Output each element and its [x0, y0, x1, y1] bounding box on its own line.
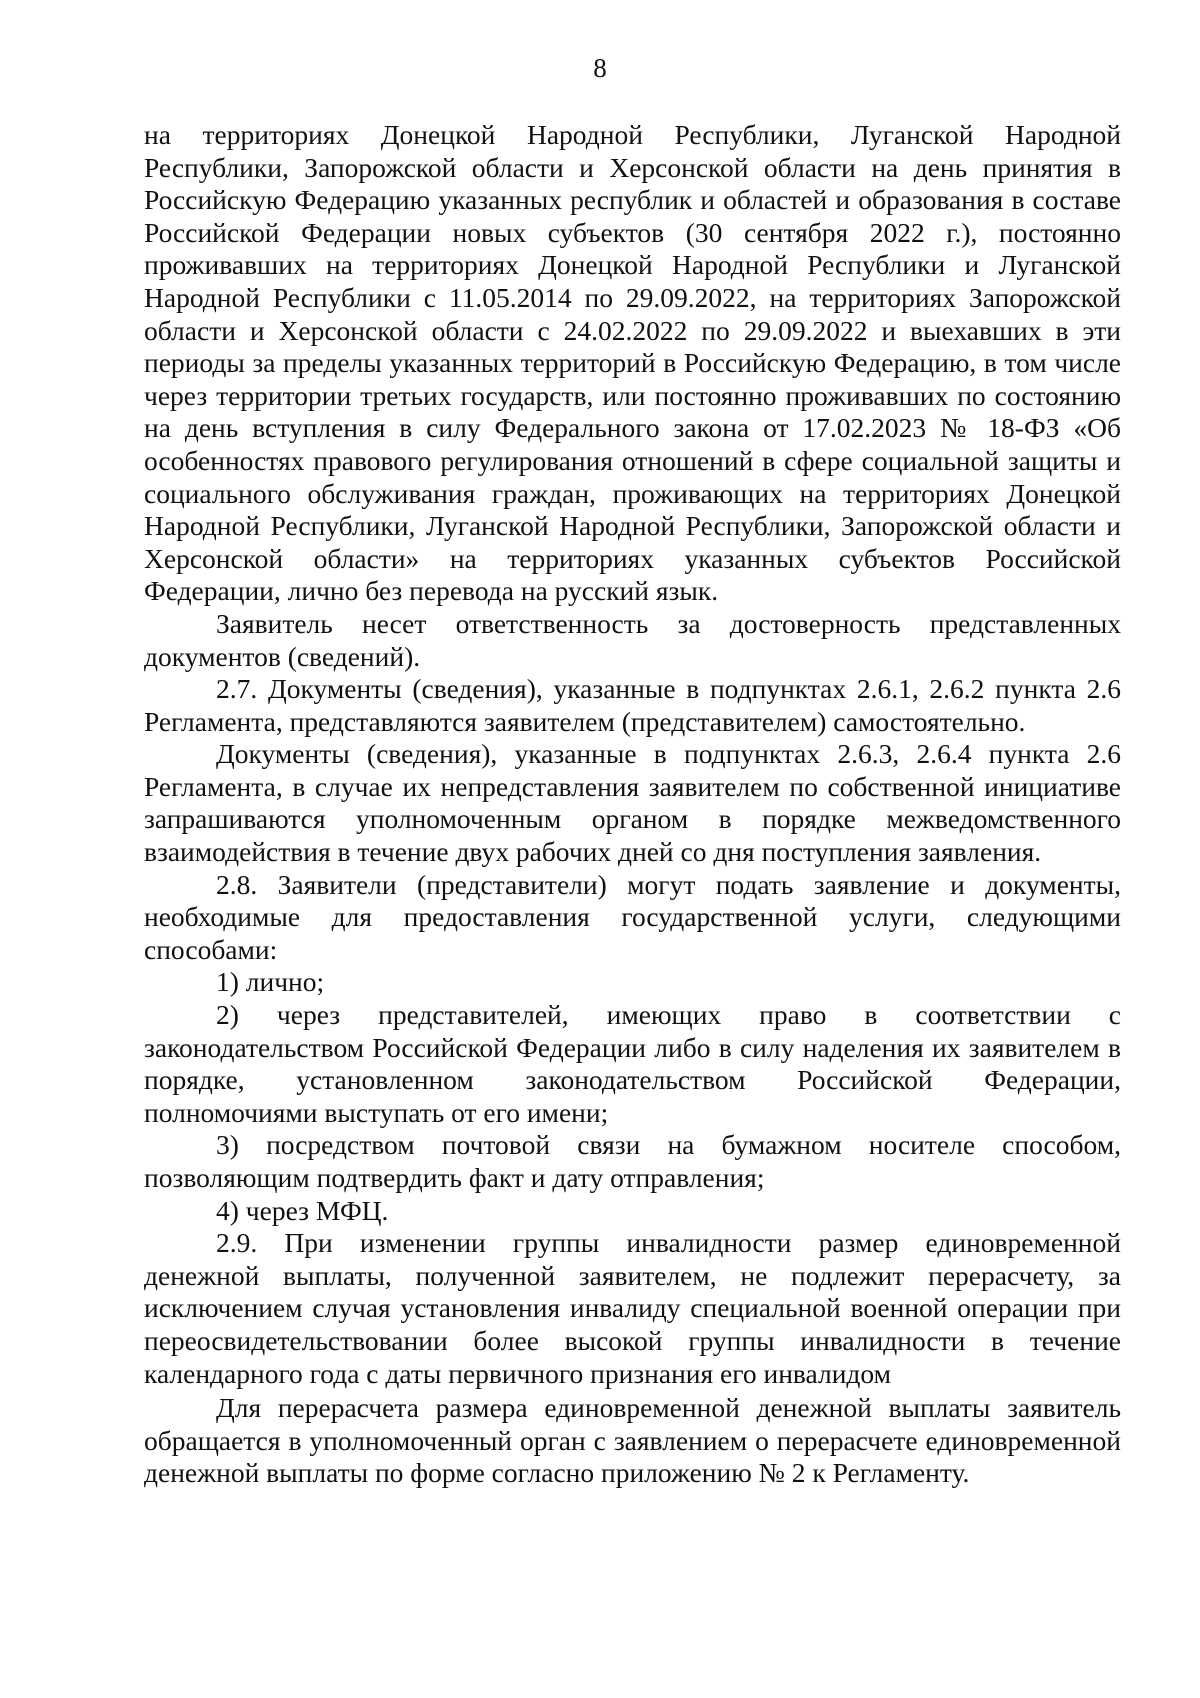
paragraph-documents-request: Документы (сведения), указанные в подпунктах 2.6.3, 2.6.4 пункта 2.6 Регламента, в случае их непредставления заявителем по собственной инициативе запрашиваются уполномоченным органом в порядке межведомственного взаимодействия в течение двух рабочих дней со дня поступления заявления.	[144, 738, 1121, 868]
list-item-4: 4) через МФЦ.	[216, 1194, 389, 1226]
paragraph-responsibility: Заявитель несет ответственность за достоверность представленных документов (сведений).	[144, 607, 1121, 672]
paragraph-2-9: 2.9. При изменении группы инвалидности размер единовременной денежной выплаты, полученной заявителем, не подлежит перерасчету, за исключением случая установления инвалиду специальной военной операции при переосвидетельствовании более высокой группы инвалидности в течение календарного года с даты первичного признания его инвалидом	[144, 1227, 1121, 1389]
paragraph-2-7: 2.7. Документы (сведения), указанные в подпунктах 2.6.1, 2.6.2 пункта 2.6 Регламента, представляются заявителем (представителем) самостоятельно.	[144, 673, 1121, 737]
paragraph-2-8: 2.8. Заявители (представители) могут подать заявление и документы, необходимые для предоставления государственной услуги, следующими способами:	[144, 868, 1121, 965]
page-number: 8	[593, 53, 607, 83]
list-item-2: 2) через представителей, имеющих право в соответствии с законодательством Российской Федерации либо в силу наделения их заявителем в порядке, установленном законодательством Российской Федерации, полномочиями выступать от его имени;	[144, 999, 1121, 1128]
document-body	[144, 119, 1121, 1490]
list-item-3: 3) посредством почтовой связи на бумажном носителе способом, позволяющим подтвердить факт и дату отправления;	[144, 1129, 1121, 1193]
list-item-1: 1) лично;	[216, 966, 325, 998]
paragraph-continuation: на территориях Донецкой Народной Республики, Луганской Народной Республики, Запорожской области и Херсонской области на день принятия в Российскую Федерацию указанных республик и областей и образования в составе Российской Федерации новых субъектов (30 сентября 2022 г.), постоянно проживавших на территориях Донецкой Народной Республики и Луганской Народной Республики с 11.05.2014 по 29.09.2022, на территориях Запорожской области и Херсонской области с 24.02.2022 по 29.09.2022 и выехавших в эти периоды за пределы указанных территорий в Российскую Федерацию, в том числе через территории третьих государств, или постоянно проживавших по состоянию на день вступления в силу Федерального закона от 17.02.2023 № 18-ФЗ «Об особенностях правового регулирования отношений в сфере социальной защиты и социального обслуживания граждан, проживающих на территориях Донецкой Народной Республики, Луганской Народной Республики, Запорожской области и Херсонской области» на территориях указанных субъектов Российской Федерации, лично без перевода на русский язык.	[144, 119, 1121, 607]
paragraph-recalculation: Для перерасчета размера единовременной денежной выплаты заявитель обращается в уполномоченный орган с заявлением о перерасчете единовременной денежной выплаты по форме согласно приложению № 2 к Регламенту.	[144, 1392, 1121, 1489]
